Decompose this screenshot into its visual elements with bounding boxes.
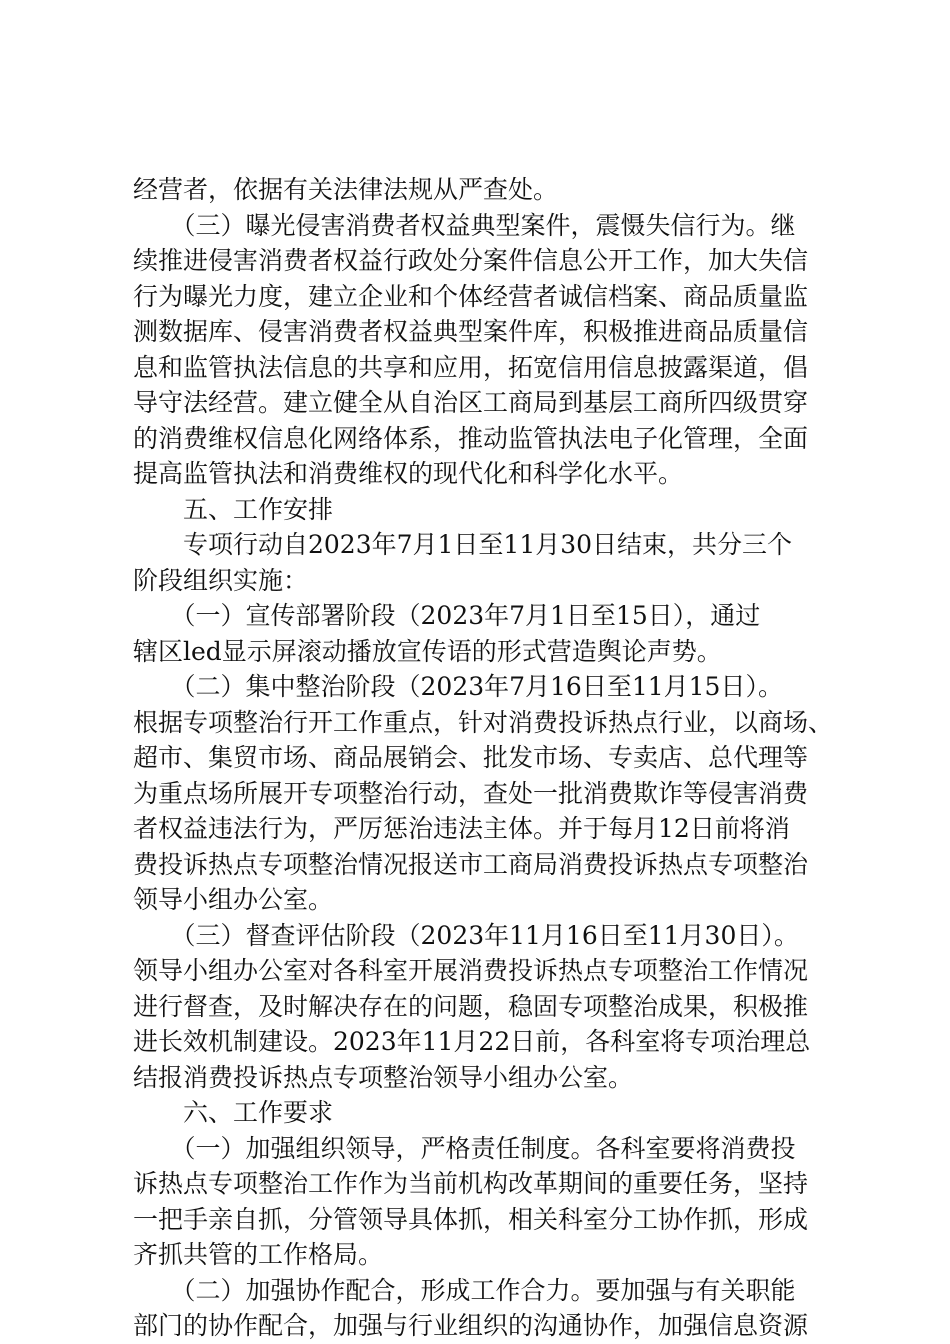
text-line: 辖区led显示屏滚动播放宣传语的形式营造舆论声势。	[133, 636, 722, 666]
text-line: 阶段组织实施：	[133, 565, 309, 595]
text-line: （三）督查评估阶段（2023年11月16日至11月30日）。	[133, 920, 799, 950]
text-line: 的消费维权信息化网络体系，推动监管执法电子化管理，全面	[133, 423, 809, 453]
text-line: 为重点场所展开专项整治行动，查处一批消费欺诈等侵害消费	[133, 778, 809, 808]
text-line: 经营者，依据有关法律法规从严查处。	[133, 175, 559, 204]
text-line: 进长效机制建设。2023年11月22日前，各科室将专项治理总	[133, 1027, 811, 1056]
text-line: 部门的协作配合，加强与行业组织的沟通协作，加强信息资源	[133, 1311, 809, 1340]
text-line: 者权益违法行为，严厉惩治违法主体。并于每月12日前将消	[133, 814, 790, 843]
text-line: （二）加强协作配合，形成工作合力。要加强与有关职能	[133, 1275, 796, 1305]
text-line: 超市、集贸市场、商品展销会、批发市场、专卖店、总代理等	[133, 743, 809, 772]
text-line: 费投诉热点专项整治情况报送市工商局消费投诉热点专项整治	[133, 849, 809, 879]
text-line: 续推进侵害消费者权益行政处分案件信息公开工作，加大失信	[133, 246, 809, 275]
section-heading: 六、工作要求	[133, 1098, 334, 1127]
text-line: 进行督查，及时解决存在的问题，稳固专项整治成果，积极推	[133, 991, 809, 1021]
text-line: 测数据库、侵害消费者权益典型案件库，积极推进商品质量信	[133, 317, 809, 346]
text-line: 齐抓共管的工作格局。	[133, 1240, 384, 1269]
document-body	[133, 172, 833, 1344]
text-line: 一把手亲自抓，分管领导具体抓，相关科室分工协作抓，形成	[133, 1204, 809, 1234]
text-line: 根据专项整治行开工作重点，针对消费投诉热点行业，以商场、	[133, 707, 834, 737]
text-line: 提高监管执法和消费维权的现代化和科学化水平。	[133, 459, 684, 488]
text-line: 领导小组办公室。	[133, 885, 334, 914]
text-line: （一）宣传部署阶段（2023年7月1日至15日），通过	[133, 601, 761, 630]
text-line: 导守法经营。建立健全从自治区工商局到基层工商所四级贯穿	[133, 388, 809, 417]
text-line: 结报消费投诉热点专项整治领导小组办公室。	[133, 1062, 634, 1092]
text-line: 专项行动自2023年7月1日至11月30日结束，共分三个	[133, 530, 793, 559]
section-heading: 五、工作安排	[133, 494, 334, 524]
text-line: 领导小组办公室对各科室开展消费投诉热点专项整治工作情况	[133, 956, 809, 985]
text-line: 行为曝光力度，建立企业和个体经营者诚信档案、商品质量监	[133, 281, 809, 311]
text-line: （三）曝光侵害消费者权益典型案件，震慑失信行为。继	[133, 210, 796, 240]
text-line: 息和监管执法信息的共享和应用，拓宽信用信息披露渠道，倡	[133, 352, 809, 382]
text-line: （一）加强组织领导，严格责任制度。各科室要将消费投	[133, 1133, 796, 1163]
text-line: 诉热点专项整治工作作为当前机构改革期间的重要任务，坚持	[133, 1169, 809, 1198]
text-line: （二）集中整治阶段（2023年7月16日至11月15日）。	[133, 672, 783, 701]
